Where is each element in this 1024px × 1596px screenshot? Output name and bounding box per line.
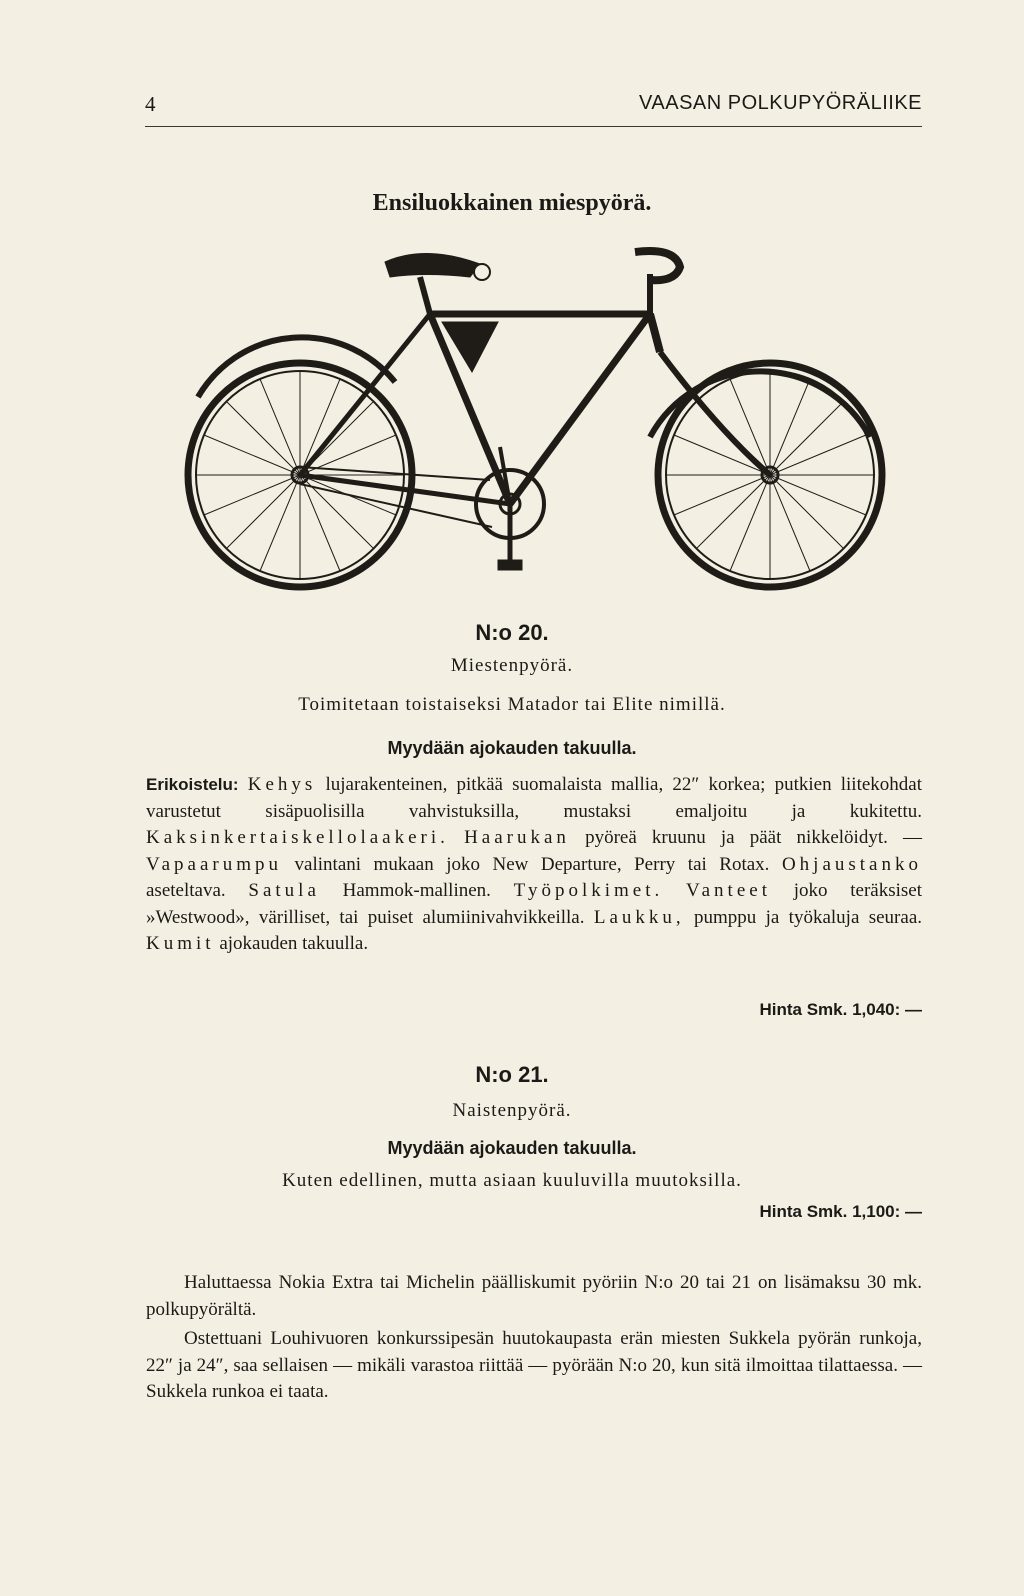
tire-option-paragraph: Haluttaessa Nokia Extra tai Michelin päälliskumit pyöriin N:o 20 tai 21 on lisämaksu 30 mk. polkupyörältä. — [146, 1272, 922, 1320]
spec-lead: Erikoistelu: — [146, 775, 239, 794]
spec-term: Satula — [248, 880, 320, 901]
frame-offer-paragraph: Ostettuani Louhivuoren konkurssipesän huutokaupasta erän miesten Sukkela pyörän runkoja, 22″ ja 24″, saa sellaisen — mikäli varastoa riittää — pyörään N:o 20, kun sitä ilmoittaa tilattaessa. — Sukkela runkoa ei taata. — [146, 1328, 922, 1402]
running-head: VAASAN POLKUPYÖRÄLIIKE — [639, 92, 922, 114]
model-20-type: Miestenpyörä. — [450, 655, 574, 676]
spec-text — [449, 827, 464, 848]
spec-body — [146, 774, 922, 954]
model-21-text: Kuten edellinen, mutta asiaan kuuluvilla muutoksilla. — [282, 1170, 742, 1191]
spec-term: Vapaarumpu — [146, 853, 283, 875]
model-21-title: N:o 21. — [475, 1062, 549, 1087]
bicycle-illustration-icon — [180, 222, 900, 622]
spec-text: Hammok-mallinen. — [319, 880, 514, 901]
spec-text: pumppu ja työkaluja seuraa. — [684, 906, 923, 928]
model-20-note: Toimitetaan toistaiseksi Matador tai Elite nimillä. — [298, 694, 726, 715]
model-21-price: Hinta Smk. 1,100: — — [759, 1202, 922, 1221]
spec-term: Kumit — [146, 933, 215, 954]
spec-text — [663, 880, 686, 901]
model-20-title: N:o 20. — [475, 620, 549, 645]
model-20-specification — [146, 772, 922, 958]
model-21-type: Naistenpyörä. — [452, 1100, 572, 1121]
spec-term: Ohjaustanko — [781, 853, 922, 875]
spec-term: Kaksinkertaiskellolaakeri. — [146, 827, 449, 848]
spec-text: pyöreä kruunu ja päät nikkelöidyt. — — [569, 827, 922, 848]
spec-term: Työpolkimet. — [513, 880, 664, 901]
page-number: 4 — [145, 92, 156, 116]
spec-term: Laukku, — [593, 906, 685, 928]
spec-text: valintani mukaan joko New Departure, Perry tai Rotax. — [282, 853, 782, 875]
model-20-price: Hinta Smk. 1,040: — — [759, 1000, 922, 1019]
model-20-warranty: Myydään ajokauden takuulla. — [387, 738, 637, 758]
spec-term: Vanteet — [686, 880, 771, 901]
spec-term: Haarukan — [464, 827, 570, 848]
model-21-warranty: Myydään ajokauden takuulla. — [387, 1138, 637, 1158]
spec-term: Kehys — [247, 774, 317, 795]
spec-text: lujarakenteinen, pitkää suomalaista mallia, 22″ korkea; putkien liitekohdat varustetut sisäpuolisilla vahvistuksilla, mustaksi emaljoitu ja kukitettu. — [146, 774, 923, 822]
page-header — [145, 92, 922, 127]
spec-text: ajokauden takuulla. — [214, 933, 369, 954]
spec-text: joko teräksiset »Westwood», värilliset, tai puiset alumiinivahvikkeilla. — [146, 880, 923, 928]
section-title: Ensiluokkainen miespyörä. — [372, 190, 652, 216]
spec-text: aseteltava. — [146, 880, 249, 901]
